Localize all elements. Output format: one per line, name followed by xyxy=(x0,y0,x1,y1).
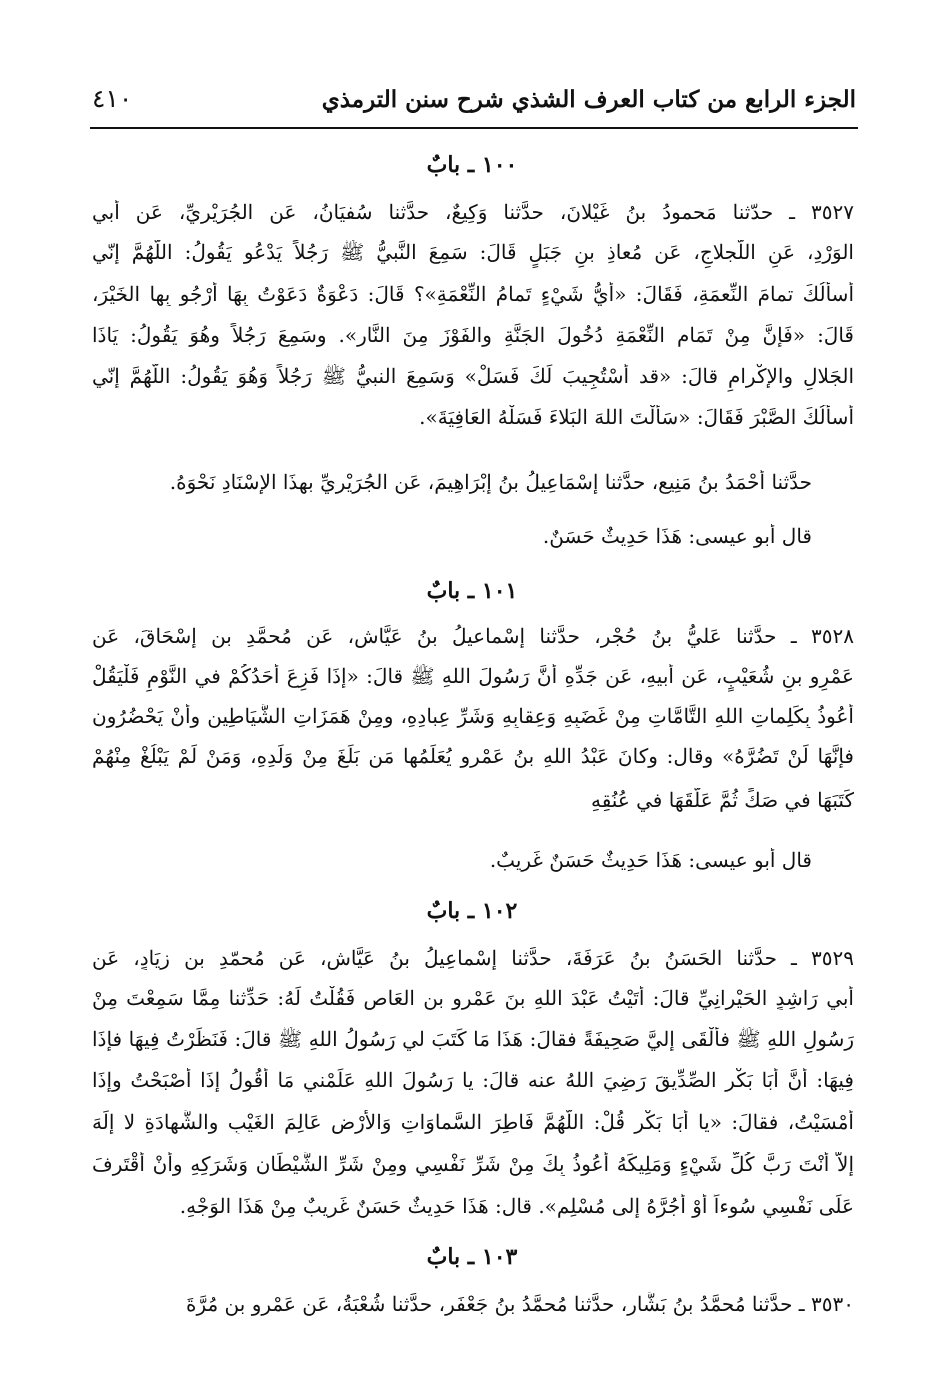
text-line: فإنَّهَا لَنْ تَضُرَّهُ» وقال: وكانَ عَبْدُ اللهِ بنُ عَمْرو يُعَلِّمُها مَن بَلَغَ مِنْ وَلَدِهِ، وَمَنْ لَمْ يَبْلُغْ مِنْهُمْ xyxy=(92,744,854,768)
text-line: أمْسَيْتُ، فقالَ: «يا أبَا بَكْرٍ قُلْ: اللَّهُمَّ فَاطِرَ السَّماوَاتِ وَالأرْضِ عَالِمَ الغَيْبِ والشَّهادَةِ لا إلَهَ xyxy=(92,1110,854,1134)
text-line: ٣٥٣٠ ـ حدَّثنا مُحمَّدُ بنُ بَشَّارٍ، حدَّثنا مُحمَّدُ بنُ جَعْفَرٍ، حدَّثنا شُعْبَةُ، عَن عَمْرِو بنِ مُرَّةَ xyxy=(185,1292,854,1316)
text-line: أسألُكَ الصَّبْرَ فَقَالَ: «سَأَلْتَ اللهَ البَلاءَ فَسَلْهُ العَافِيَةَ». xyxy=(419,405,854,429)
page-number: ٤١٠ xyxy=(92,84,133,113)
text-line: أبي رَاشِدٍ الحَيْرانِيِّ قالَ: أتَيْتُ عَبْدَ اللهِ بنَ عَمْرِو بنِ العَاصِ فَقُلْتُ لَهُ: حَدِّثنا مِمَّا سَمِعْتَ مِنْ xyxy=(92,986,854,1010)
text-line: كَتَبَهَا في صَكٍّ ثُمَّ عَلَّقَهَا في عُنُقِهِ xyxy=(590,788,854,812)
text-line: أعُوذُ بِكَلِماتِ اللهِ التَّامَّاتِ مِنْ غَضَبِهِ وَعِقابِهِ وَشَرِّ عِبادِهِ، ومِنْ هَمَزَاتِ الشَّيَاطِينِ وأَنْ يَحْضُرُونِ xyxy=(92,704,854,728)
text-line: عَلَى نَفْسِي سُوءاً أوْ أجُرَّهُ إلى مُسْلِمٍ». قال: هَذَا حَدِيثٌ حَسَنٌ غَرِيبٌ مِنْ هَذَا الوَجْهِ. xyxy=(179,1194,854,1218)
text-line: أسألُكَ تمامَ النِّعمَةِ، فَقَالَ: «أَيُّ شَيْءٍ تَمامُ النِّعْمَةِ»؟ قَالَ: دَعْوَةٌ دَعَوْتُ بِهَا أرْجُو بِها الخَيْرَ، xyxy=(92,282,854,306)
text-line: رَسُولِ اللهِ ﷺ فألْقَى إليَّ صَحِيفَةً فقالَ: هَذَا مَا كَتَبَ لي رَسُولُ اللهِ ﷺ قالَ: فَنَظَرْتُ فِيهَا فإذَا xyxy=(92,1027,854,1051)
text-line: الوَرْدِ، عَنِ اللَّجلاجِ، عَن مُعاذِ بنِ جَبَلٍ قَالَ: سَمِعَ النَّبيُّ ﷺ رَجُلاً يَدْعُو يَقُولُ: اللّهُمَّ إنّي xyxy=(92,240,854,264)
chapter-heading: ١٠٣ ـ بابٌ xyxy=(426,1244,518,1270)
text-line: الجَلالِ والإكْرامِ قالَ: «قد أُسْتُجِيبَ لَكَ فَسَلْ» وَسَمِعَ النبيُّ ﷺ رَجُلاً وَهُوَ يَقُولُ: اللّهُمَّ إنّي xyxy=(92,364,854,388)
isnad-line: حدَّثنا أحْمَدُ بنُ مَنِيعٍ، حدَّثنا إسْمَاعِيلُ بنُ إبْرَاهِيمَ، عَنِ الجُرَيْرِيِّ بهذَا الإسْنَادِ نَحْوَهُ. xyxy=(169,470,812,494)
text-line: إلاّ أنْتَ رَبَّ كُلِّ شَيْءٍ وَمَلِيكَهُ أعُوذُ بِكَ مِنْ شَرِّ نَفْسِي ومِنْ شَرِّ الشَّيْطَانِ وَشَرَكِهِ وأَنْ أقْتَرِفَ xyxy=(92,1152,854,1176)
grading-line: قال أبو عيسى: هَذَا حَدِيثٌ حَسَنٌ غَرِيبٌ. xyxy=(489,848,812,872)
text-line: ٣٥٢٧ ـ حدّثنا مَحمودُ بنُ غَيْلانَ، حدَّثنا وَكِيعٌ، حدَّثنا سُفيَانُ، عَنِ الجُرَيْرِيِّ، عَن أبي xyxy=(92,200,854,224)
text-line: فِيهَا: أنَّ أبَا بَكْرٍ الصِّدِّيقَ رَضِيَ اللهُ عنه قالَ: يا رَسُولَ اللهِ عَلِّمْني مَا أقُولُ إذَا أصْبَحْتُ وإذَا xyxy=(92,1068,854,1092)
chapter-heading: ١٠١ ـ بابٌ xyxy=(426,578,518,604)
text-line: قَالَ: «فَإنَّ مِنْ تَمَامِ النِّعْمَةِ دُخُولَ الجَنَّةِ والفَوْزَ مِنَ النَّارِ». وسَمِعَ رَجُلاً وهُوَ يَقُولُ: يَاذَا xyxy=(92,323,854,347)
chapter-heading: ١٠٢ ـ بابٌ xyxy=(426,898,518,924)
grading-line: قال أبو عيسى: هَذَا حَدِيثٌ حَسَنٌ. xyxy=(542,524,812,548)
text-line: ٣٥٢٩ ـ حدَّثنا الحَسَنُ بنُ عَرَفَةَ، حدَّثنا إسْماعِيلُ بنُ عَيَّاشٍ، عَن مُحمّدِ بنِ زِيَادٍ، عَن xyxy=(92,946,854,970)
text-line: ٣٥٢٨ ـ حدَّثنا عَليُّ بنُ حُجْرٍ، حدَّثنا إسْماعيلُ بنُ عَيَّاشٍ، عَن مُحمَّدِ بنِ إسْحَاقَ، عَن xyxy=(92,624,854,648)
running-title: الجزء الرابع من كتاب العرف الشذي شرح سنن الترمذي xyxy=(321,86,856,113)
header-rule xyxy=(90,127,858,129)
chapter-heading: ١٠٠ ـ بابٌ xyxy=(426,152,518,178)
page-header xyxy=(92,84,856,124)
text-line: عَمْرِو بنِ شُعَيْبٍ، عَن أبيهِ، عَن جَدِّهِ أنَّ رَسُولَ اللهِ ﷺ قالَ: «إذَا فَزِعَ أحَدُكُمْ في النَّوْمِ فَلْيَقُلْ xyxy=(92,664,854,688)
